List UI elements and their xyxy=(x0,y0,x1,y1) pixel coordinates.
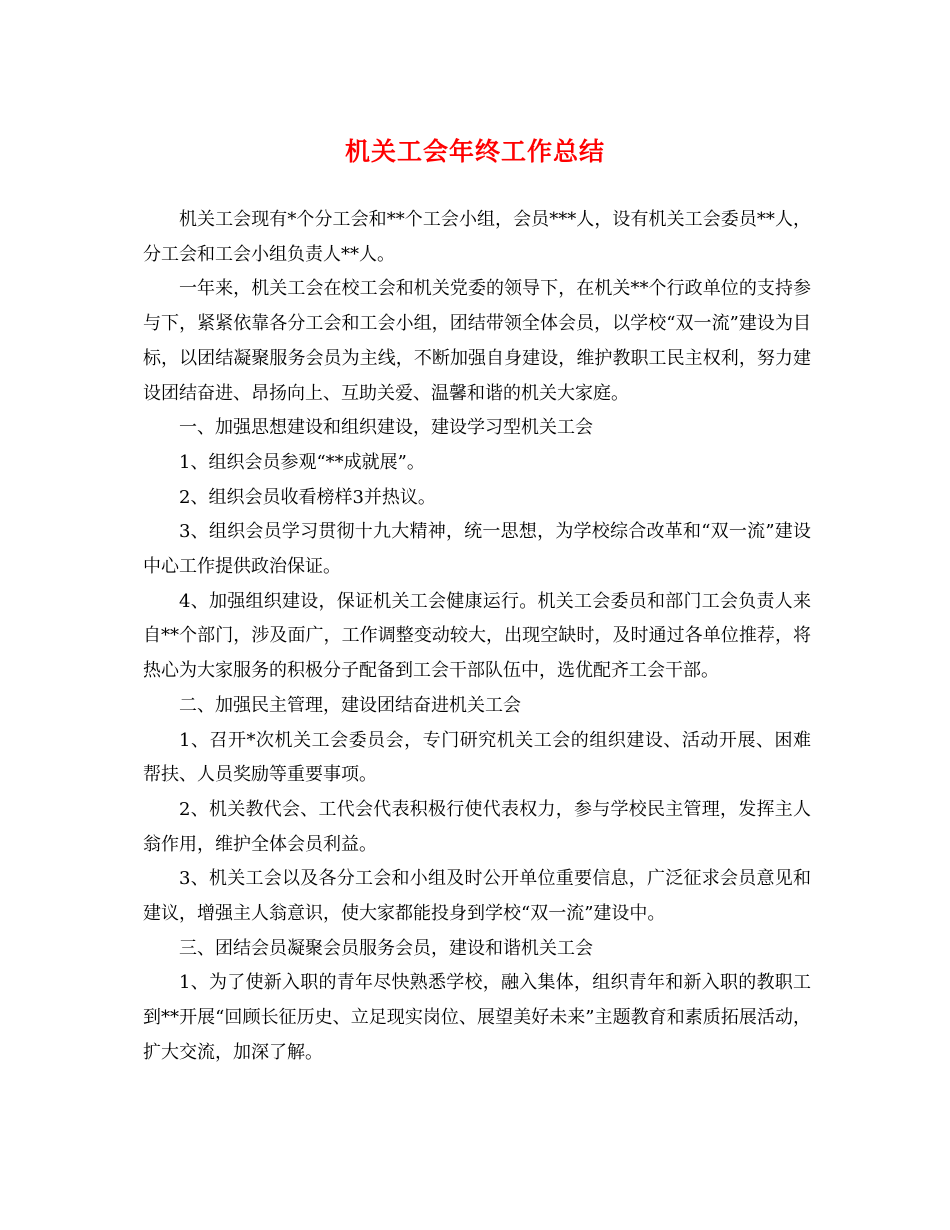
list-item: 1、组织会员参观“**成就展”。 xyxy=(179,451,425,473)
list-item: 3、组织会员学习贯彻十九大精神，统一思想，为学校综合改革和“双一流”建设中心工作提供政治保证。 xyxy=(143,521,811,578)
list-item: 1、为了使新入职的青年尽快熟悉学校，融入集体，组织青年和新入职的教职工到**开展“回顾长征历史、立足现实岗位、展望美好未来”主题教育和素质拓展活动，扩大交流，加深了解。 xyxy=(143,972,811,1063)
list-item: 4、加强组织建设，保证机关工会健康运行。机关工会委员和部门工会负责人来自**个部门，涉及面广，工作调整变动较大，出现空缺时，及时通过各单位推荐，将热心为大家服务的积极分子配备到工会干部队伍中，选优配齐工会干部。 xyxy=(143,590,811,682)
section-heading-1: 一、加强思想建设和组织建设，建设学习型机关工会 xyxy=(179,417,593,439)
list-item: 3、机关工会以及各分工会和小组及时公开单位重要信息，广泛征求会员意见和建议，增强主人翁意识，使大家都能投身到学校“双一流”建设中。 xyxy=(143,868,811,925)
list-item: 2、组织会员收看榜样3并热议。 xyxy=(179,486,436,508)
list-item: 1、召开*次机关工会委员会，专门研究机关工会的组织建设、活动开展、困难帮扶、人员奖励等重要事项。 xyxy=(143,729,811,786)
paragraph-year-summary: 一年来，机关工会在校工会和机关党委的领导下，在机关**个行政单位的支持参与下，紧紧依靠各分工会和工会小组，团结带领全体会员，以学校“双一流”建设为目标，以团结凝聚服务会员为主线，不断加强自身建设，维护教职工民主权利，努力建设团结奋进、昂扬向上、互助关爱、温馨和谐的机关大家庭。 xyxy=(143,278,811,404)
paragraph-membership-overview: 机关工会现有*个分工会和**个工会小组，会员***人，设有机关工会委员**人，分工会和工会小组负责人**人。 xyxy=(143,209,811,265)
document-body xyxy=(143,203,811,1071)
section-heading-3: 三、团结会员凝聚会员服务会员，建设和谐机关工会 xyxy=(179,937,593,959)
section-heading-2: 二、加强民主管理，建设团结奋进机关工会 xyxy=(179,694,521,716)
document-title: 机关工会年终工作总结 xyxy=(344,137,605,166)
list-item: 2、机关教代会、工代会代表积极行使代表权力，参与学校民主管理，发挥主人翁作用，维护全体会员利益。 xyxy=(143,798,811,855)
